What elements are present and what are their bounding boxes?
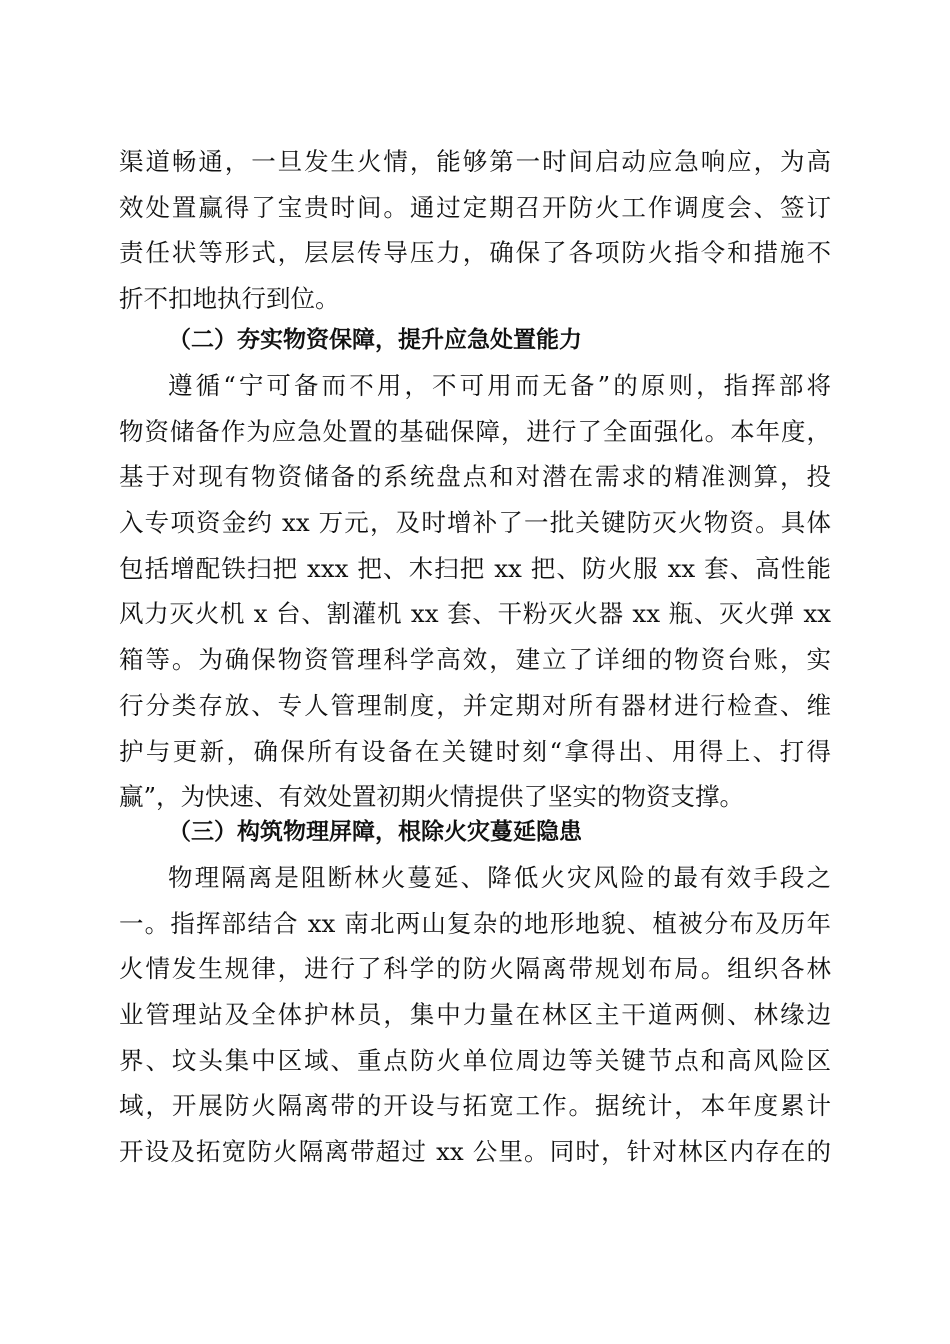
- text-line: 业管理站及全体护林员，集中力量在林区主干道两侧、林缘边: [119, 1000, 831, 1030]
- text-line: 行分类存放、专人管理制度，并定期对所有器材进行检查、维: [119, 690, 831, 720]
- paragraph-2: [119, 363, 831, 820]
- text-line: 入专项资金约 xx 万元，及时增补了一批关键防灭火物资。具体: [119, 508, 831, 538]
- text-line: 责任状等形式，层层传导压力，确保了各项防火指令和措施不: [119, 238, 831, 268]
- paragraph-1: [119, 139, 831, 322]
- text-line: 物理隔离是阻断林火蔓延、降低火灾风险的最有效手段之: [168, 863, 831, 892]
- text-line: 赢”，为快速、有效处置初期火情提供了坚实的物资支撑。: [119, 782, 745, 812]
- section-heading-3: （三）构筑物理屏障，根除火灾蔓延隐患: [168, 819, 582, 845]
- text-line: 火情发生规律，进行了科学的防火隔离带规划布局。组织各林: [119, 954, 831, 984]
- text-line: 一。指挥部结合 xx 南北两山复杂的地形地貌、植被分布及历年: [119, 908, 831, 938]
- text-line: 护与更新，确保所有设备在关键时刻“拿得出、用得上、打得: [119, 736, 831, 766]
- text-line: 基于对现有物资储备的系统盘点和对潜在需求的精准测算，投: [119, 462, 831, 492]
- text-line: 效处置赢得了宝贵时间。通过定期召开防火工作调度会、签订: [119, 192, 831, 222]
- text-line: 开设及拓宽防火隔离带超过 xx 公里。同时，针对林区内存在的: [119, 1137, 831, 1167]
- text-line: 界、坟头集中区域、重点防火单位周边等关键节点和高风险区: [119, 1045, 831, 1075]
- text-line: 折不扣地执行到位。: [119, 284, 340, 314]
- paragraph-3: [119, 855, 831, 1175]
- text-line: 包括增配铁扫把 xxx 把、木扫把 xx 把、防火服 xx 套、高性能: [119, 553, 831, 583]
- text-line: 风力灭火机 x 台、割灌机 xx 套、干粉灭火器 xx 瓶、灭火弹 xx: [119, 599, 831, 629]
- text-line: 箱等。为确保物资管理科学高效，建立了详细的物资台账，实: [119, 645, 831, 675]
- text-line: 渠道畅通，一旦发生火情，能够第一时间启动应急响应，为高: [119, 147, 831, 176]
- text-line: 域，开展防火隔离带的开设与拓宽工作。据统计，本年度累计: [119, 1091, 831, 1121]
- text-line: 物资储备作为应急处置的基础保障，进行了全面强化。本年度，: [119, 416, 831, 446]
- section-heading-2: （二）夯实物资保障，提升应急处置能力: [168, 327, 582, 353]
- text-line: 遵循“宁可备而不用，不可用而无备”的原则，指挥部将: [168, 371, 831, 400]
